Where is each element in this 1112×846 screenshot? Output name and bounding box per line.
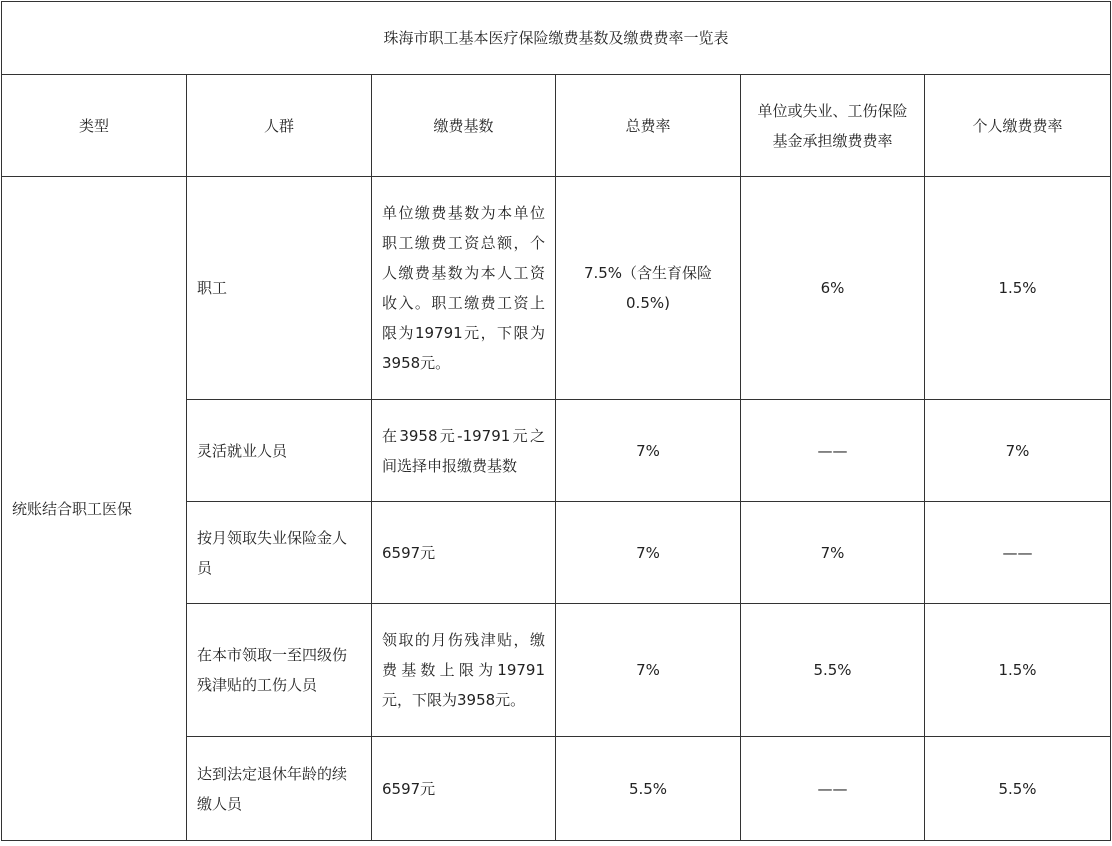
base-cell: 领取的月伤残津贴，缴费基数上限为19791元，下限为3958元。 [372, 604, 556, 737]
personal-rate-cell: 1.5% [925, 177, 1111, 400]
personal-rate-cell: 5.5% [925, 737, 1111, 841]
header-row [2, 75, 1111, 177]
group-cell: 达到法定退休年龄的续缴人员 [187, 737, 372, 841]
group-cell: 灵活就业人员 [187, 400, 372, 502]
table-row [2, 177, 1111, 400]
total-rate-cell: 7.5%（含生育保险0.5%) [556, 177, 741, 400]
header-base: 缴费基数 [372, 75, 556, 177]
base-cell: 6597元 [372, 502, 556, 604]
header-total-rate: 总费率 [556, 75, 741, 177]
header-group: 人群 [187, 75, 372, 177]
title-row [2, 2, 1111, 75]
base-cell: 在3958元-19791元之间选择申报缴费基数 [372, 400, 556, 502]
employer-rate-cell: —— [741, 737, 925, 841]
group-cell: 职工 [187, 177, 372, 400]
header-personal-rate: 个人缴费费率 [925, 75, 1111, 177]
total-rate-cell: 5.5% [556, 737, 741, 841]
insurance-rate-table [1, 1, 1111, 841]
group-cell: 在本市领取一至四级伤残津贴的工伤人员 [187, 604, 372, 737]
personal-rate-cell: —— [925, 502, 1111, 604]
base-cell: 单位缴费基数为本单位职工缴费工资总额，个人缴费基数为本人工资收入。职工缴费工资上限为19791元，下限为3958元。 [372, 177, 556, 400]
personal-rate-cell: 1.5% [925, 604, 1111, 737]
table-title: 珠海市职工基本医疗保险缴费基数及缴费费率一览表 [2, 2, 1111, 75]
header-employer-rate: 单位或失业、工伤保险基金承担缴费费率 [741, 75, 925, 177]
employer-rate-cell: 7% [741, 502, 925, 604]
base-cell: 6597元 [372, 737, 556, 841]
group-cell: 按月领取失业保险金人员 [187, 502, 372, 604]
total-rate-cell: 7% [556, 400, 741, 502]
employer-rate-cell: 6% [741, 177, 925, 400]
category-cell: 统账结合职工医保 [2, 177, 187, 841]
employer-rate-cell: 5.5% [741, 604, 925, 737]
total-rate-cell: 7% [556, 604, 741, 737]
personal-rate-cell: 7% [925, 400, 1111, 502]
employer-rate-cell: —— [741, 400, 925, 502]
header-type: 类型 [2, 75, 187, 177]
total-rate-cell: 7% [556, 502, 741, 604]
